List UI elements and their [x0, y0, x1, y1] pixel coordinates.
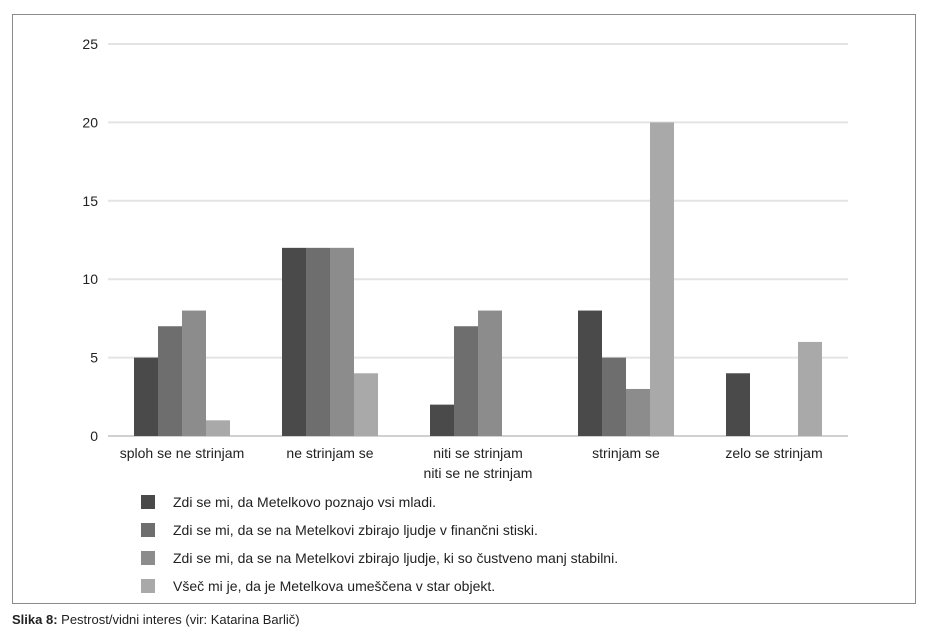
legend-swatch	[141, 495, 155, 509]
caption-text: Pestrost/vidni interes (vir: Katarina Barlič)	[57, 612, 300, 627]
legend-item	[141, 516, 618, 544]
legend-item	[141, 572, 618, 600]
y-axis-ticks	[82, 36, 98, 444]
x-category-label: niti se strinjam	[433, 445, 523, 461]
bar	[798, 342, 822, 436]
bar	[454, 326, 478, 436]
y-tick-label: 15	[82, 192, 98, 209]
bar	[578, 311, 602, 436]
legend-label: Všeč mi je, da je Metelkova umeščena v star objekt.	[173, 578, 496, 594]
bar	[626, 389, 650, 436]
legend-label: Zdi se mi, da se na Metelkovi zbirajo ljudje v finančni stiski.	[173, 522, 538, 538]
figure-caption	[12, 612, 300, 627]
x-category-label: zelo se strinjam	[725, 445, 823, 461]
y-tick-label: 0	[90, 428, 98, 444]
legend-label: Zdi se mi, da se na Metelkovi zbirajo ljudje, ki so čustveno manj stabilni.	[173, 550, 619, 566]
y-tick-label: 5	[90, 349, 98, 366]
legend-swatch	[141, 551, 155, 565]
x-category-label: niti se ne strinjam	[423, 465, 533, 481]
y-tick-label: 10	[82, 271, 98, 288]
x-category-label: sploh se ne strinjam	[119, 445, 245, 461]
legend-swatch	[141, 523, 155, 537]
bar	[430, 405, 454, 436]
legend-item	[141, 488, 618, 516]
bar	[182, 311, 206, 436]
bar	[478, 311, 502, 436]
bar	[282, 248, 306, 436]
bar	[726, 373, 750, 436]
bar	[206, 420, 230, 436]
bar	[306, 248, 330, 436]
bar	[330, 248, 354, 436]
x-category-label: strinjam se	[592, 445, 660, 461]
legend-label: Zdi se mi, da Metelkovo poznajo vsi mladi.	[173, 494, 436, 510]
bar	[158, 326, 182, 436]
bar	[650, 122, 674, 436]
bar	[354, 373, 378, 436]
caption-label: Slika 8:	[12, 612, 58, 627]
x-axis-categories	[120, 445, 823, 481]
legend-item	[141, 544, 618, 572]
bar	[602, 358, 626, 436]
x-category-label: ne strinjam se	[286, 445, 374, 461]
legend	[141, 488, 618, 600]
y-tick-label: 25	[82, 36, 98, 52]
legend-swatch	[141, 579, 155, 593]
y-tick-label: 20	[82, 114, 98, 131]
bar	[134, 358, 158, 436]
